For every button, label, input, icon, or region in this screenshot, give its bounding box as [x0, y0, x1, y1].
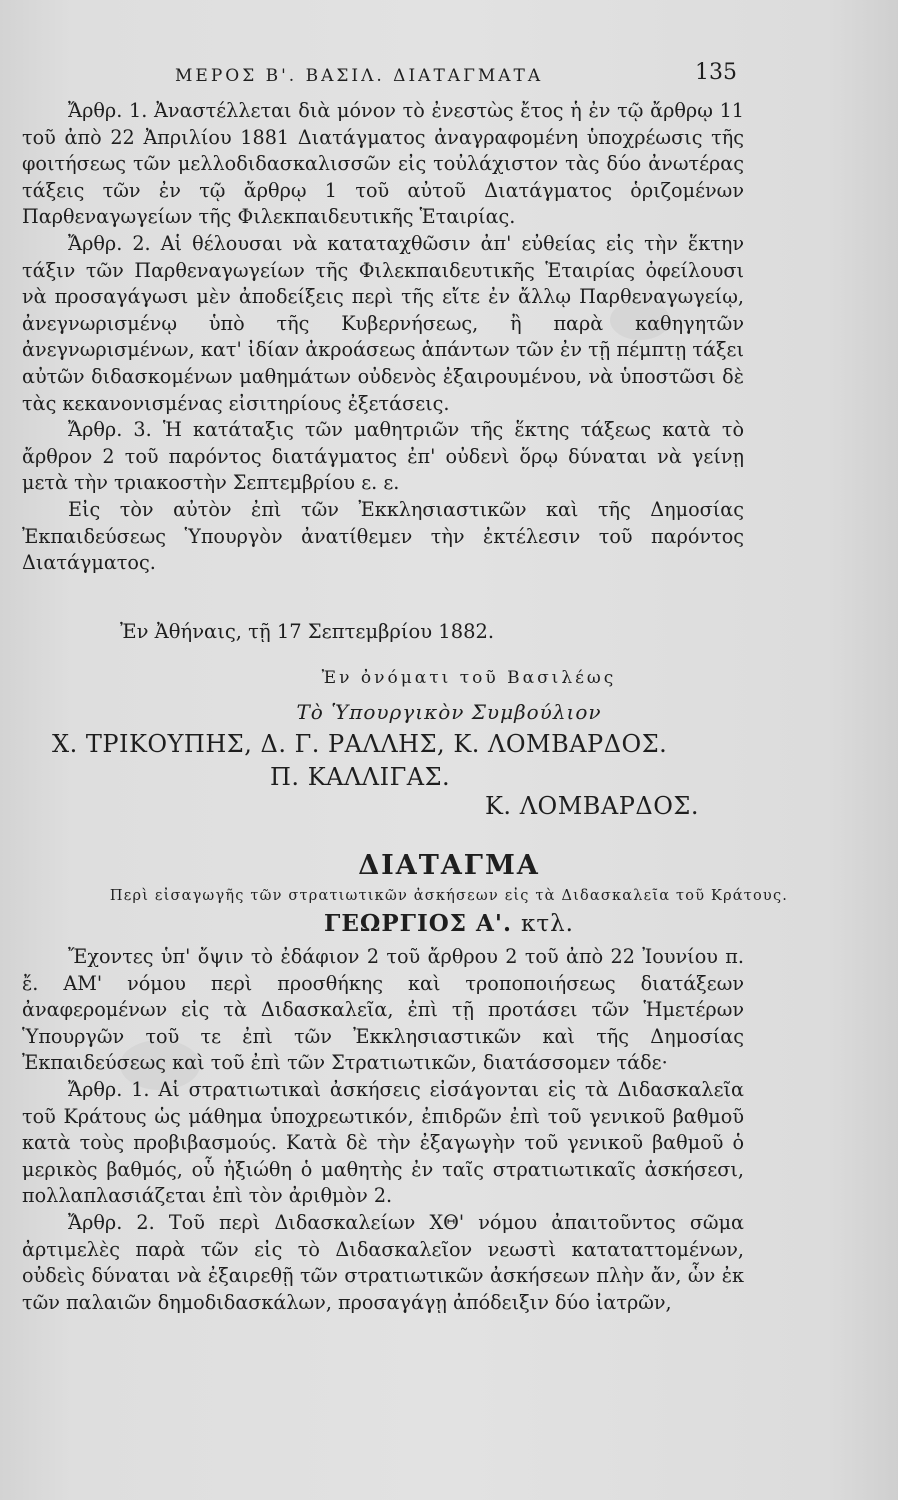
decree1-article-2: Ἄρθρ. 2. Αἱ θέλουσαι νὰ καταταχθῶσιν ἀπ' εὐθείας εἰς τὴν ἕκτην τάξιν τῶν Παρθεναγωγείων τῆς Φιλεκπαιδευτικῆς Ἑταιρίας ὀφείλουσι νὰ προσαγάγωσι μὲν ἀποδείξεις περὶ τῆς εἴτε ἐν ἄλλῳ Παρθεναγωγείῳ, ἀνεγνωρισμένῳ ὑπὸ τῆς Κυβερνήσεως, ἢ παρὰ καθηγητῶν ἀνεγνωρισμένων, κατ' ἰδίαν ἀκροάσεως ἁπάντων τῶν ἐν τῇ πέμπτῃ τάξει αὐτῶν διδασκομένων μαθημάτων οὐδενὸς ἐξαιρουμένου, νὰ ὑποστῶσι δὲ τὰς κεκανονισμένας εἰσιτηρίους ἐξετάσεις.	[22, 231, 744, 415]
decree2-king-line	[0, 910, 898, 937]
page-header	[175, 58, 745, 98]
decree2-subtitle: Περὶ εἰσαγωγῆς τῶν στρατιωτικῶν ἀσκήσεων εἰς τὰ Διδασκαλεῖα τοῦ Κράτους.	[109, 888, 789, 904]
decree1-body	[22, 98, 744, 577]
on-behalf-of-king: Ἐν ὀνόματι τοῦ Βασιλέως	[321, 668, 617, 688]
signatures-line-1: Χ. ΤΡΙΚΟΥΠΗΣ, Δ. Γ. ΡΑΛΛΗΣ, Κ. ΛΟΜΒΑΡΔΟΣ.	[52, 730, 668, 758]
decree2-article-1: Ἄρθρ. 1. Αἱ στρατιωτικαὶ ἀσκήσεις εἰσάγονται εἰς τὰ Διδασκαλεῖα τοῦ Κράτους ὡς μάθημα ὑποχρεωτικόν, ἐπιδρῶν ἐπὶ τοῦ γενικοῦ βαθμοῦ κατὰ τοὺς προβιβασμούς. Κατὰ δὲ τὴν ἐξαγωγὴν τοῦ γενικοῦ βαθμοῦ ὁ μερικὸς βαθμός, οὗ ἠξιώθη ὁ μαθητὴς ἐν ταῖς στρατιωτικαῖς ἀσκήσεσι, πολλαπλασιάζεται ἐπὶ τὸν ἀριθμὸν 2.	[22, 1077, 744, 1208]
decree1-article-3: Ἄρθρ. 3. Ἡ κατάταξις τῶν μαθητριῶν τῆς ἕκτης τάξεως κατὰ τὸ ἄρθρον 2 τοῦ παρόντος διατάγματος ἐπ' οὐδενὶ ὅρῳ δύναται νὰ γείνῃ μετὰ τὴν τριακοστὴν Σεπτεμβρίου ε. ε.	[22, 418, 744, 495]
running-head: ΜΕΡΟΣ Β'. ΒΑΣΙΛ. ΔΙΑΤΑΓΜΑΤΑ	[175, 66, 544, 86]
decree2-article-2: Ἄρθρ. 2. Τοῦ περὶ Διδασκαλείων ΧΘ' νόμου ἀπαιτοῦντος σῶμα ἀρτιμελὲς παρὰ τῶν εἰς τὸ Διδασκαλεῖον νεωστὶ καταταττομένων, οὐδεὶς δύναται νὰ ἐξαιρεθῇ τῶν στρατιωτικῶν ἀσκήσεων πλὴν ἄν, ὧν ἐκ τῶν παλαιῶν δημοδιδασκάλων, προσαγάγῃ ἀπόδειξιν δύο ἰατρῶν,	[22, 1210, 744, 1314]
page-number: 135	[695, 60, 737, 85]
decree2-title: ΔΙΑΤΑΓΜΑ	[358, 850, 540, 881]
king-name: ΓΕΩΡΓΙΟΣ Α'.	[324, 910, 512, 937]
ministerial-council: Τὸ Ὑπουργικὸν Συμβούλιον	[296, 700, 602, 724]
decree2-body	[22, 944, 744, 1316]
decree1-date-line: Ἐν Ἀθήναις, τῇ 17 Σεπτεμβρίου 1882.	[120, 620, 495, 643]
signatures-line-2: Π. ΚΑΛΛΙΓΑΣ.	[270, 763, 451, 791]
decree1-article-1: Ἄρθρ. 1. Ἀναστέλλεται διὰ μόνον τὸ ἐνεστὼς ἔτος ἡ ἐν τῷ ἄρθρῳ 11 τοῦ ἀπὸ 22 Ἀπριλίου 1881 Διατάγματος ἀναγραφομένη ὑποχρέωσις τῆς φοιτήσεως τῶν μελλοδιδασκαλισσῶν εἰς τοὐλάχιστον τὰς δύο ἀνωτέρας τάξεις τῶν ἐν τῷ ἄρθρῳ 1 τοῦ αὐτοῦ Διατάγματος ὁριζομένων Παρθεναγωγείων τῆς Φιλεκπαιδευτικῆς Ἑταιρίας.	[22, 99, 744, 229]
king-suffix: κτλ.	[520, 911, 574, 937]
signatures-line-3: Κ. ΛΟΜΒΑΡΔΟΣ.	[485, 792, 699, 820]
decree2-preamble: Ἔχοντες ὑπ' ὄψιν τὸ ἐδάφιον 2 τοῦ ἄρθρου 2 τοῦ ἀπὸ 22 Ἰουνίου π. ἔ. ΑΜ' νόμου περὶ προσθήκης καὶ τροποποιήσεως διατάξεων ἀναφερομένων εἰς τὰ Διδασκαλεῖα, ἐπὶ τῇ προτάσει τῶν Ἡμετέρων Ὑπουργῶν τοῦ τε ἐπὶ τῶν Ἐκκλησιαστικῶν καὶ τῆς Δημοσίας Ἐκπαιδεύσεως καὶ τοῦ ἐπὶ τῶν Στρατιωτικῶν, διατάσσομεν τάδε·	[22, 945, 744, 1075]
decree1-execution-clause: Εἰς τὸν αὐτὸν ἐπὶ τῶν Ἐκκλησιαστικῶν καὶ τῆς Δημοσίας Ἐκπαιδεύσεως Ὑπουργὸν ἀνατίθεμεν τὴν ἐκτέλεσιν τοῦ παρόντος Διατάγματος.	[22, 497, 744, 575]
